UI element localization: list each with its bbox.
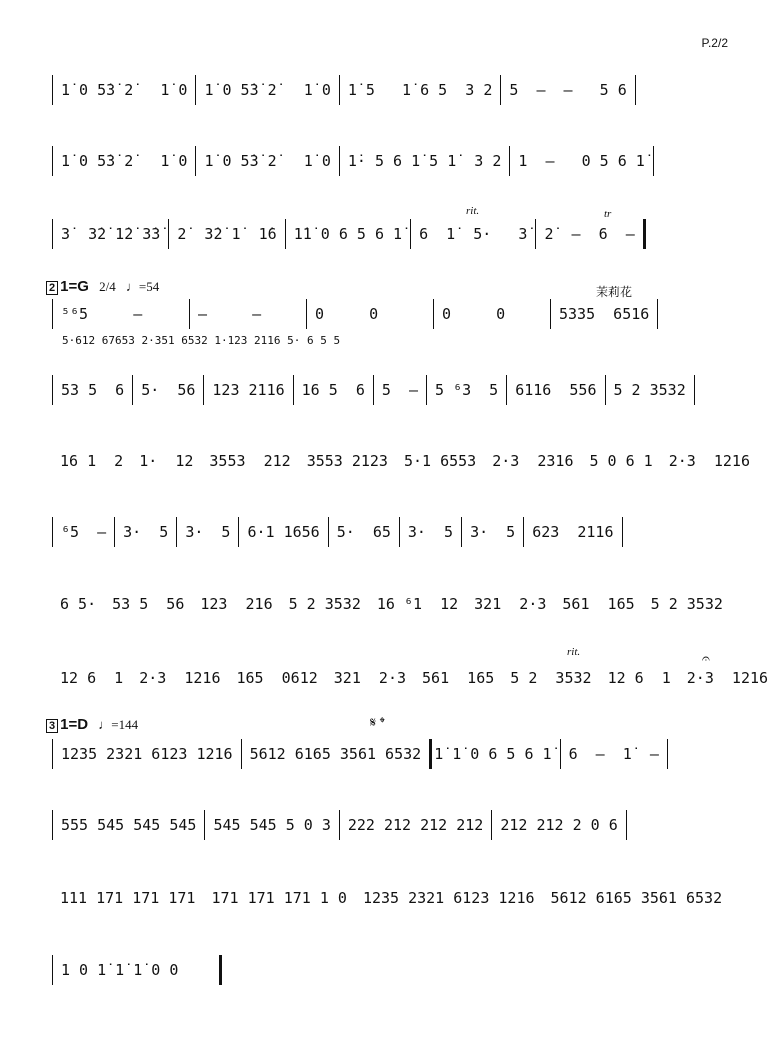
time-signature: 2/4 xyxy=(99,279,116,294)
measure: 5 2 3532 xyxy=(510,669,592,687)
section-number: 3 xyxy=(46,719,58,733)
measure: 212 212 2 0 6 xyxy=(500,816,618,834)
ornament-line: 5·612 67653 2·351 6532 1·123 2116 5· 6 5 5 xyxy=(62,334,341,347)
measure: 1̇ 0 5̇3̇ 2̇ 1̇ 0 xyxy=(204,152,331,170)
measure: 3̇ 3̇2̇ 1̇2̇ 3̇3̇ xyxy=(61,225,161,243)
measure: 123 216 xyxy=(200,595,273,613)
measure: 53 5 56 xyxy=(112,595,185,613)
measure: 3· 5 xyxy=(123,523,169,541)
measure: 1̇· 5 6 1̇ 5 1̇ 3 2 xyxy=(347,152,502,170)
barline xyxy=(204,810,205,840)
measure: 5612 6165 3561 6532 xyxy=(550,889,723,907)
barline xyxy=(52,810,53,840)
barline xyxy=(328,517,329,547)
barline xyxy=(238,517,239,547)
measure: 16 5 6 xyxy=(301,381,365,399)
measure: 0 0 xyxy=(442,305,506,323)
measure: 2̇ – 6 – xyxy=(544,225,635,243)
measure: 111 171 171 171 xyxy=(60,889,196,907)
staff-row-5 xyxy=(46,372,736,408)
barline xyxy=(635,75,636,105)
measure: 1 – 0 5 6 1̇ xyxy=(518,152,645,170)
barline xyxy=(52,375,53,405)
measure: 5335 6516 xyxy=(559,305,650,323)
measure: 1̇ 0 5̇3̇ 2̇ 1̇ 0 xyxy=(61,152,188,170)
measure: 6 5· xyxy=(60,595,97,613)
fermata-icon: 𝄐 xyxy=(702,650,710,666)
staff-row-12 xyxy=(46,880,736,916)
barline xyxy=(339,810,340,840)
barline xyxy=(52,219,53,249)
page-number: P.2/2 xyxy=(701,36,728,50)
measure: 5·1 6553 xyxy=(403,452,477,470)
measure: 545 545 5 0 3 xyxy=(213,816,331,834)
measure: ⁶5 – xyxy=(61,523,107,541)
barline xyxy=(241,739,242,769)
measure: 2·3 1216 xyxy=(668,452,750,470)
key-signature: 1=G xyxy=(60,278,89,295)
barline xyxy=(373,375,374,405)
rit-marking: rit. xyxy=(466,205,480,217)
measure: 1̇ 0 5̇3̇ 2̇ 1̇ 0 xyxy=(204,81,331,99)
barline xyxy=(410,219,411,249)
measure: 321 2·3 xyxy=(474,595,547,613)
barline xyxy=(52,299,53,329)
section-3-header xyxy=(46,716,138,733)
measure: 555 545 545 545 xyxy=(61,816,197,834)
staff-row-6 xyxy=(46,443,750,479)
measure: 6 1̇ 5· 3̇ xyxy=(419,225,528,243)
measure: 2̇ 3̇2̇ 1̇ 1̇6 xyxy=(177,225,277,243)
staff-row-11 xyxy=(46,807,736,843)
barline xyxy=(535,219,536,249)
barline xyxy=(506,375,507,405)
staff-row-8 xyxy=(46,586,736,622)
barline xyxy=(189,299,190,329)
measure: 5 – – 5 6 xyxy=(509,81,627,99)
barline xyxy=(399,517,400,547)
key-signature: 1=D xyxy=(60,716,89,733)
trill-marking: tr xyxy=(604,208,612,220)
barline xyxy=(491,810,492,840)
measure: 2·3 2316 xyxy=(492,452,574,470)
measure: 16 1 2 xyxy=(60,452,124,470)
section-number: 2 xyxy=(46,281,58,295)
measure: 623 2116 xyxy=(532,523,614,541)
measure: 1̇ 0 5̇3̇ 2̇ 1̇ 0 xyxy=(61,81,188,99)
measure: ⁵⁶5 – xyxy=(61,305,143,323)
measure: 5612 6165 3561 6532 xyxy=(249,745,422,763)
segno-coda-icon: 𝄋 𝄌 xyxy=(370,714,385,730)
barline xyxy=(657,299,658,329)
measure: 123 2116 xyxy=(212,381,285,399)
measure: 1235 2321 6123 1216 xyxy=(61,745,233,763)
measure: 5 ⁶3 5 xyxy=(435,381,499,399)
barline xyxy=(339,146,340,176)
measure: 1235 2321 6123 1216 xyxy=(362,889,535,907)
tempo-marking: ♩=144 xyxy=(98,717,139,732)
measure: 5 – xyxy=(381,381,418,399)
barline xyxy=(306,299,307,329)
measure: 5 2 3532 xyxy=(650,595,723,613)
double-barline xyxy=(643,219,646,249)
barline xyxy=(203,375,204,405)
barline xyxy=(195,75,196,105)
measure: 3· 5 xyxy=(185,523,231,541)
barline xyxy=(622,517,623,547)
measure: 1̇ 5 1̇ 6 5 3 2 xyxy=(347,81,493,99)
barline xyxy=(52,739,53,769)
measure: 53 5 6 xyxy=(61,381,125,399)
measure: 12 6 1 xyxy=(607,669,671,687)
barline xyxy=(293,375,294,405)
staff-row-1 xyxy=(46,72,736,108)
barline xyxy=(339,75,340,105)
measure: 5· 65 xyxy=(336,523,391,541)
barline xyxy=(500,75,501,105)
measure: 2·3 1216 xyxy=(139,669,221,687)
measure: 561 165 xyxy=(422,669,495,687)
staff-row-13 xyxy=(46,952,246,988)
barline xyxy=(52,146,53,176)
measure: 1 0 1̇ 1̇ 1̇ 0 0 xyxy=(61,961,179,979)
measure: 321 2·3 xyxy=(333,669,407,687)
staff-row-10 xyxy=(46,736,736,772)
measure: 171 171 171 1 0 xyxy=(211,889,347,907)
barline xyxy=(426,375,427,405)
staff-row-7 xyxy=(46,514,736,550)
measure: 5 2 3532 xyxy=(288,595,361,613)
rit-marking: rit. xyxy=(567,646,581,658)
measure: 1̇1̇ 0 6 5 6 1̇ xyxy=(293,225,403,243)
measure: 5 0 6 1 xyxy=(589,452,653,470)
measure: 16 ⁶1 12 xyxy=(376,595,459,613)
tempo-marking: ♩=54 xyxy=(125,279,160,294)
barline xyxy=(195,146,196,176)
measure: 2·3 1216 xyxy=(686,669,769,687)
measure: 12 6 1 xyxy=(60,669,124,687)
measure: 165 0612 xyxy=(236,669,318,687)
barline xyxy=(509,146,510,176)
barline xyxy=(523,517,524,547)
final-barline xyxy=(219,955,222,985)
measure: 3553 212 xyxy=(209,452,291,470)
barline xyxy=(694,375,695,405)
barline xyxy=(433,299,434,329)
song-title-tag: 茉莉花 xyxy=(596,285,633,299)
measure: 5 2 3532 xyxy=(613,381,686,399)
staff-row-4 xyxy=(46,296,736,332)
barline xyxy=(667,739,668,769)
measure: 1· 12 xyxy=(139,452,194,470)
measure: 0 0 xyxy=(315,305,379,323)
barline xyxy=(461,517,462,547)
barline xyxy=(132,375,133,405)
barline xyxy=(605,375,606,405)
measure: 6 – 1̇ – xyxy=(568,745,659,763)
barline xyxy=(560,739,561,769)
barline xyxy=(52,955,53,985)
staff-row-2 xyxy=(46,143,736,179)
measure: 3· 5 xyxy=(470,523,516,541)
measure: 5· 56 xyxy=(141,381,196,399)
measure: 3· 5 xyxy=(407,523,454,541)
measure: 3553 2123 xyxy=(306,452,388,470)
measure: 222 212 212 212 xyxy=(347,816,484,834)
barline xyxy=(176,517,177,547)
barline xyxy=(626,810,627,840)
staff-row-9 xyxy=(46,660,769,696)
section-2-header xyxy=(46,278,159,295)
barline xyxy=(550,299,551,329)
measure: – – xyxy=(198,305,262,323)
staff-row-3 xyxy=(46,216,736,252)
measure: 561 165 xyxy=(562,595,635,613)
barline xyxy=(168,219,169,249)
barline xyxy=(52,517,53,547)
barline xyxy=(52,75,53,105)
measure: 6116 556 xyxy=(515,381,597,399)
measure: 6·1 1656 xyxy=(247,523,320,541)
barline xyxy=(285,219,286,249)
barline xyxy=(653,146,654,176)
barline xyxy=(114,517,115,547)
measure: 1̇ 1̇ 0 6 5 6 1̇ xyxy=(434,745,552,763)
